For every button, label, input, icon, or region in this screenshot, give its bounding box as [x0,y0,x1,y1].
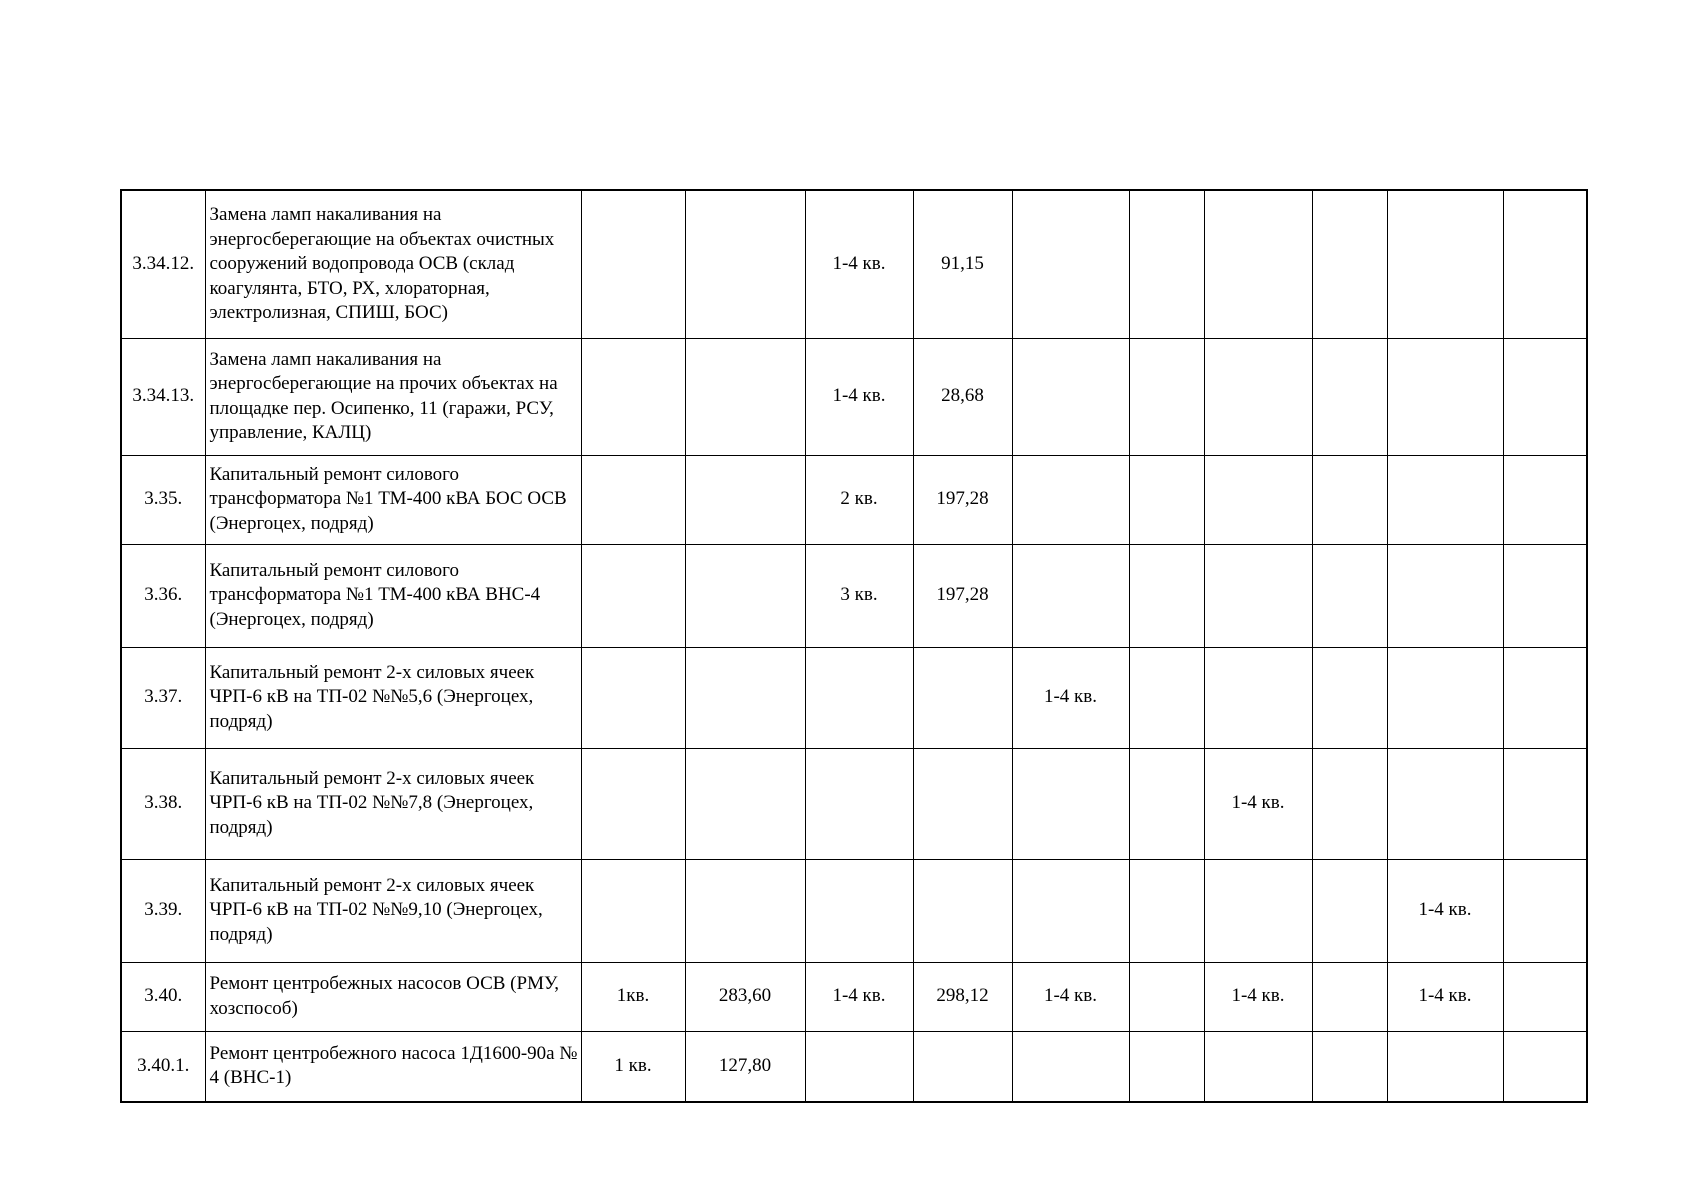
table-cell [1387,455,1503,544]
table-cell [913,1031,1012,1102]
table-cell: 1 кв. [581,1031,685,1102]
row-number: 3.35. [121,455,205,544]
table-cell: 91,15 [913,190,1012,338]
row-description: Замена ламп накаливания на энергосберегающие на прочих объектах на площадке пер. Осипенко, 11 (гаражи, РСУ, управление, КАЛЦ) [205,338,581,455]
table-cell: 1-4 кв. [1012,962,1129,1031]
table-cell [1129,962,1204,1031]
row-number: 3.34.13. [121,338,205,455]
table-cell: 1-4 кв. [1204,962,1312,1031]
row-number: 3.36. [121,544,205,647]
table-cell: 197,28 [913,544,1012,647]
table-cell [1204,647,1312,748]
table-cell [1312,748,1387,859]
table-cell [1387,1031,1503,1102]
table-cell [1503,455,1587,544]
table-cell [581,338,685,455]
table-cell [1503,859,1587,962]
table-cell [581,544,685,647]
table-cell [1312,859,1387,962]
table-cell [581,647,685,748]
row-description: Капитальный ремонт силового трансформатора №1 ТМ-400 кВА БОС ОСВ (Энергоцех, подряд) [205,455,581,544]
table-cell [685,338,805,455]
table-cell: 3 кв. [805,544,913,647]
table-cell [1503,647,1587,748]
table-cell [913,748,1012,859]
works-table [120,189,1588,1103]
row-description: Ремонт центробежных насосов ОСВ (РМУ, хозспособ) [205,962,581,1031]
table-cell: 28,68 [913,338,1012,455]
table-cell [685,647,805,748]
table-cell [1503,338,1587,455]
table-cell [1012,544,1129,647]
table-cell [805,748,913,859]
table-cell [1129,647,1204,748]
table-cell [1012,338,1129,455]
table-row [121,859,1587,962]
table-row [121,190,1587,338]
table-cell [1012,190,1129,338]
table-cell [913,859,1012,962]
table-cell [685,859,805,962]
row-number: 3.34.12. [121,190,205,338]
table-cell [581,190,685,338]
table-cell [1012,455,1129,544]
table-cell: 197,28 [913,455,1012,544]
row-description: Ремонт центробежного насоса 1Д1600-90а № 4 (ВНС-1) [205,1031,581,1102]
table-cell [1012,1031,1129,1102]
table-cell [1129,859,1204,962]
table-cell: 1-4 кв. [1387,859,1503,962]
table-cell [1312,1031,1387,1102]
table-cell: 1-4 кв. [1012,647,1129,748]
table-cell [1503,1031,1587,1102]
table-cell: 1кв. [581,962,685,1031]
row-description: Капитальный ремонт 2-х силовых ячеек ЧРП-6 кВ на ТП-02 №№5,6 (Энергоцех, подряд) [205,647,581,748]
table-cell [913,647,1012,748]
table-cell [1312,455,1387,544]
table-row [121,544,1587,647]
table-cell [1503,962,1587,1031]
table-row [121,338,1587,455]
table-cell [1387,544,1503,647]
row-description: Капитальный ремонт 2-х силовых ячеек ЧРП-6 кВ на ТП-02 №№9,10 (Энергоцех, подряд) [205,859,581,962]
table-cell [1503,190,1587,338]
table-cell: 298,12 [913,962,1012,1031]
table-cell [1387,338,1503,455]
table-cell [685,544,805,647]
table-cell [1129,190,1204,338]
table-row [121,647,1587,748]
table-cell [1129,455,1204,544]
table-cell [581,455,685,544]
table-cell [805,647,913,748]
row-description: Капитальный ремонт силового трансформатора №1 ТМ-400 кВА ВНС-4 (Энергоцех, подряд) [205,544,581,647]
table-cell: 1-4 кв. [1387,962,1503,1031]
table-cell: 1-4 кв. [805,190,913,338]
table-cell [1387,190,1503,338]
row-description: Капитальный ремонт 2-х силовых ячеек ЧРП-6 кВ на ТП-02 №№7,8 (Энергоцех, подряд) [205,748,581,859]
table-cell [685,190,805,338]
table-cell [1312,190,1387,338]
table-cell [685,748,805,859]
table-cell [805,1031,913,1102]
table-cell [685,455,805,544]
table-cell: 283,60 [685,962,805,1031]
table-cell: 1-4 кв. [1204,748,1312,859]
table-cell [1503,544,1587,647]
row-number: 3.38. [121,748,205,859]
table-cell [1204,1031,1312,1102]
table-cell [1012,748,1129,859]
table-cell: 1-4 кв. [805,962,913,1031]
table-cell [1312,338,1387,455]
row-number: 3.37. [121,647,205,748]
table-cell [1312,962,1387,1031]
row-number: 3.40. [121,962,205,1031]
table-cell [805,859,913,962]
table-cell [1129,748,1204,859]
table-cell [1204,544,1312,647]
table-row [121,748,1587,859]
table-row [121,1031,1587,1102]
table-cell [1129,544,1204,647]
table-body [121,190,1587,1102]
table-cell [1312,647,1387,748]
table-cell [1204,338,1312,455]
table-cell [1204,455,1312,544]
table-cell [581,859,685,962]
table-cell [1312,544,1387,647]
row-number: 3.39. [121,859,205,962]
table-cell [1129,338,1204,455]
table-cell: 127,80 [685,1031,805,1102]
row-description: Замена ламп накаливания на энергосберегающие на объектах очистных сооружений водопровода ОСВ (склад коагулянта, БТО, РХ, хлораторная, электролизная, СПИШ, БОС) [205,190,581,338]
table-cell: 1-4 кв. [805,338,913,455]
table-cell [1012,859,1129,962]
row-number: 3.40.1. [121,1031,205,1102]
table-row [121,962,1587,1031]
table-cell [1129,1031,1204,1102]
table-cell [1204,190,1312,338]
table-cell [1387,748,1503,859]
table-cell [581,748,685,859]
table-cell [1503,748,1587,859]
table-cell [1204,859,1312,962]
table-row [121,455,1587,544]
table-cell [1387,647,1503,748]
table-cell: 2 кв. [805,455,913,544]
